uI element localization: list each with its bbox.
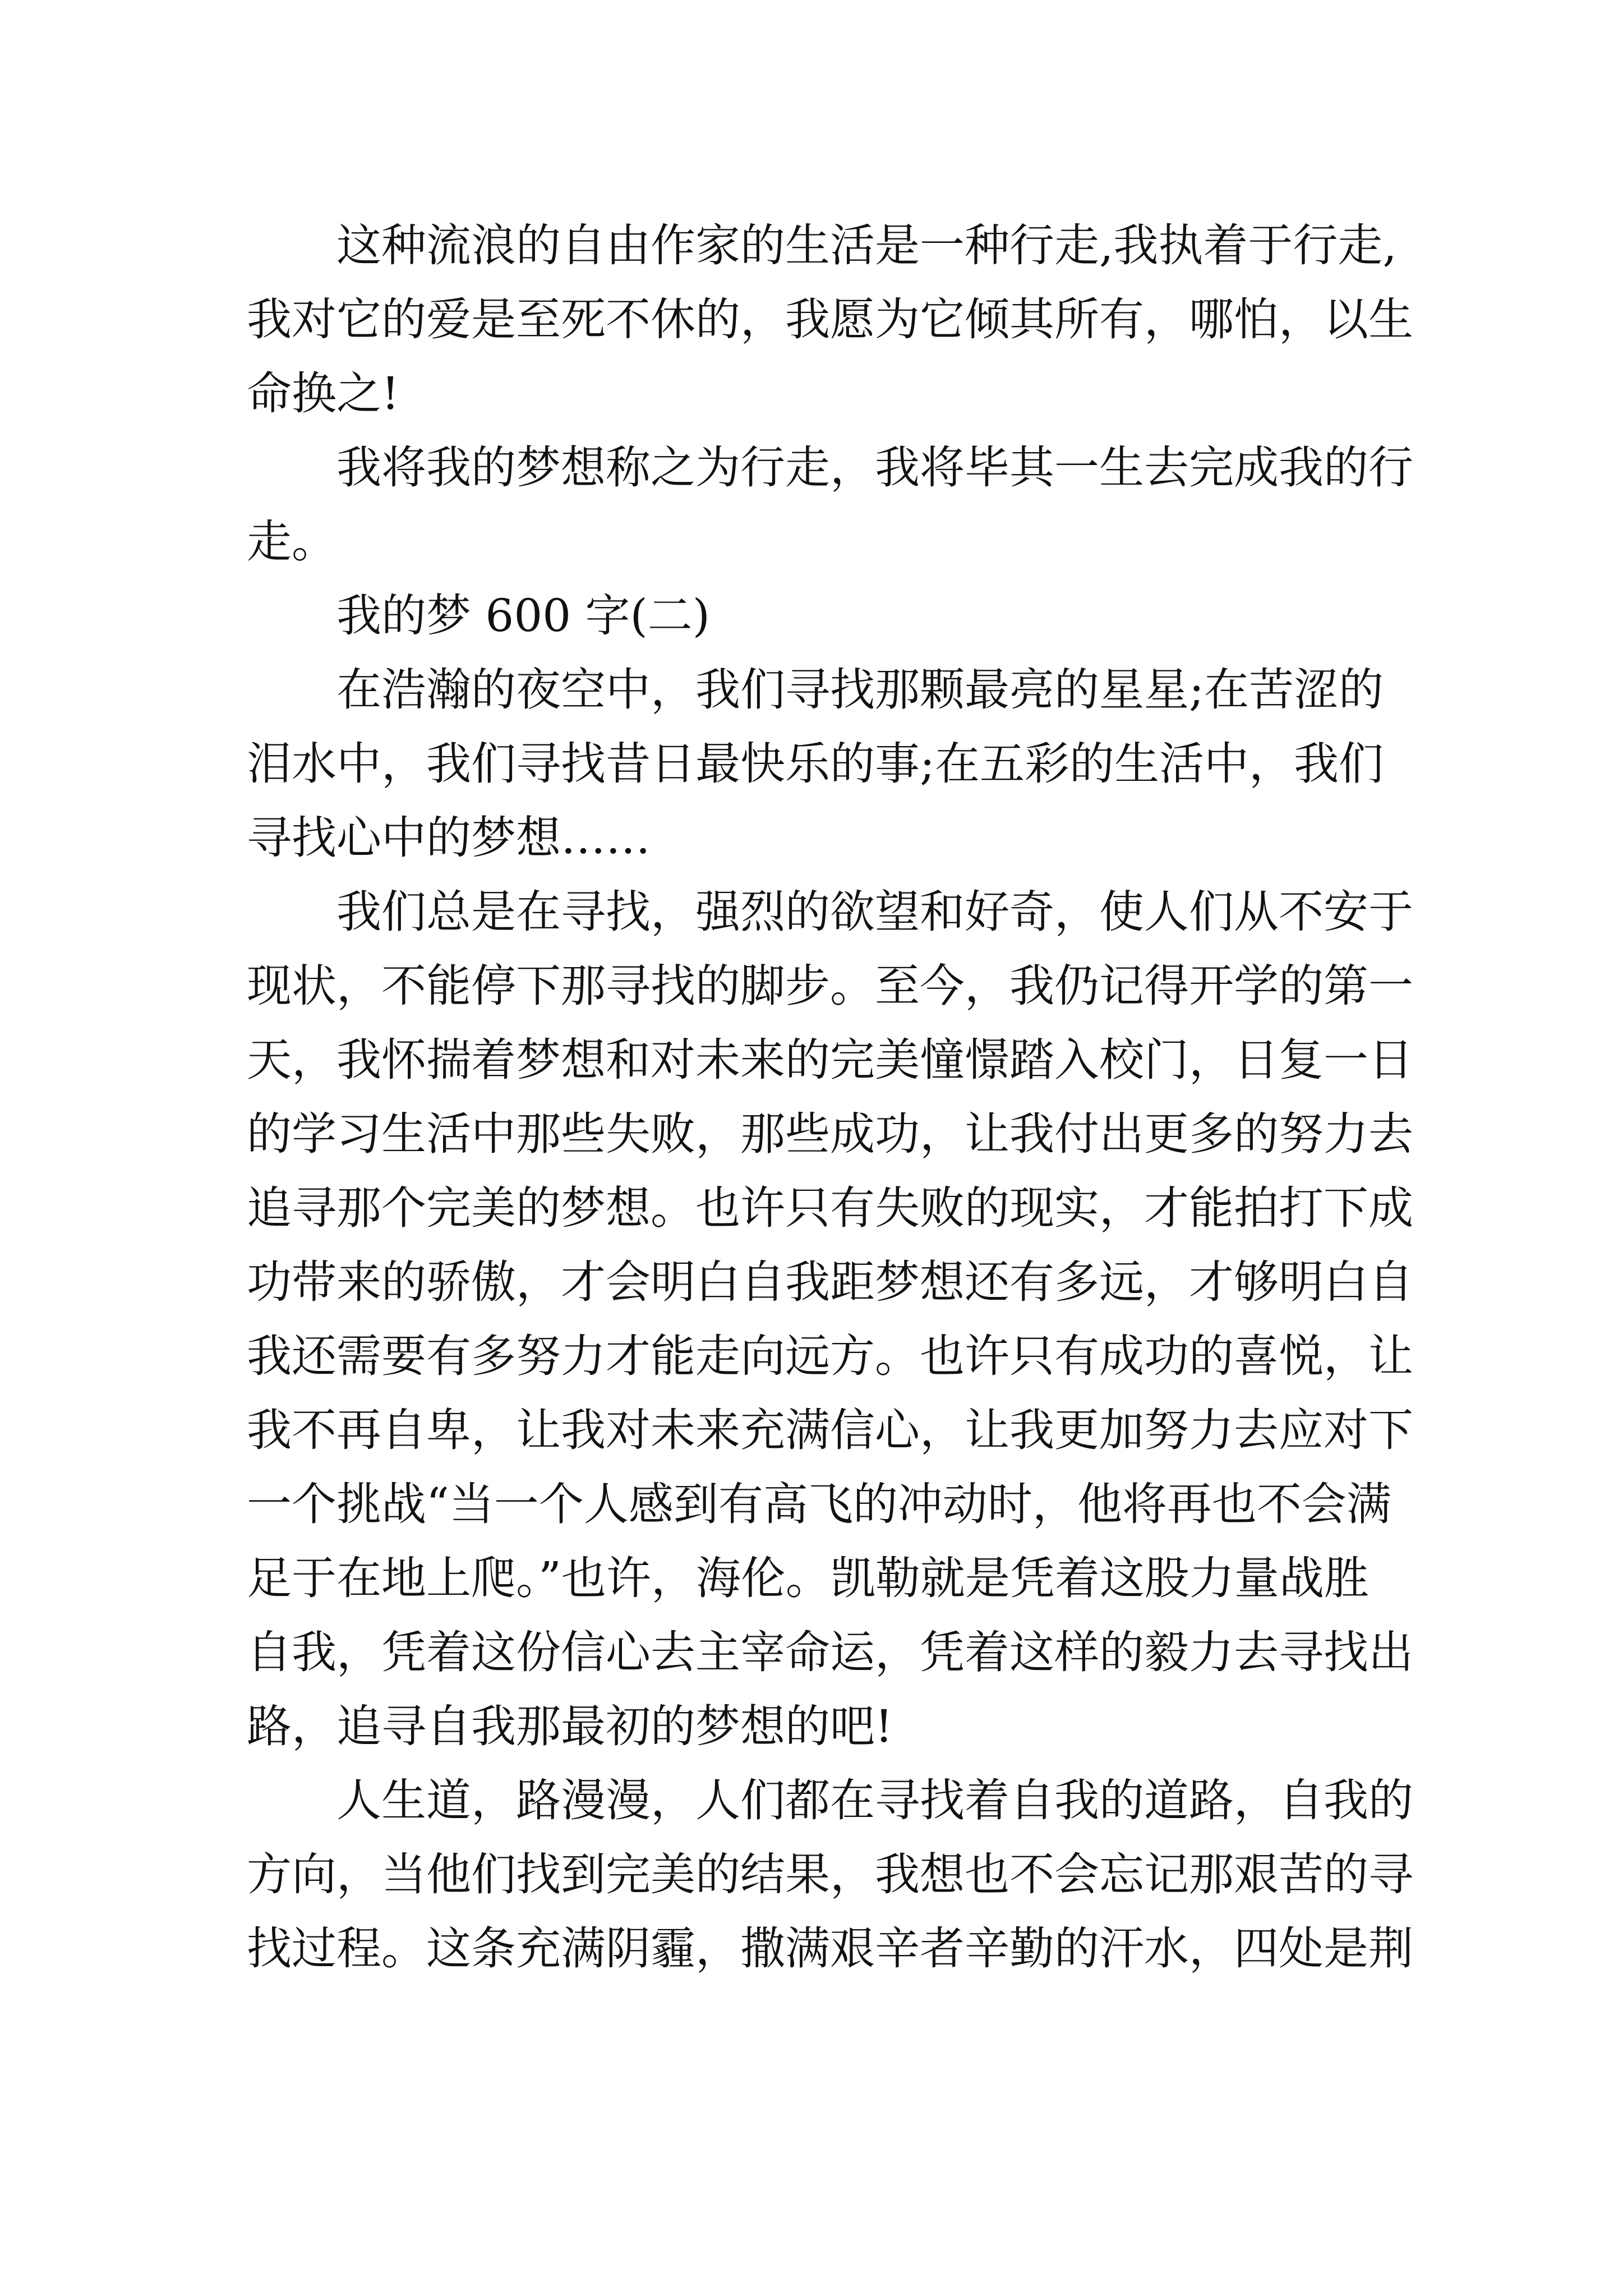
paragraph-4 xyxy=(247,875,1413,1764)
paragraph-2 xyxy=(247,431,1413,579)
text-line: 我将我的梦想称之为行走，我将毕其一生去完成我的行 xyxy=(336,441,1413,494)
text-line: 找过程。这条充满阴霾，撒满艰辛者辛勤的汗水，四处是荆 xyxy=(247,1922,1413,1975)
text-line: 这种流浪的自由作家的生活是一种行走,我执着于行走, xyxy=(336,219,1397,272)
text-line: 自我，凭着这份信心去主宰命运，凭着这样的毅力去寻找出 xyxy=(247,1626,1413,1678)
text-line: 寻找心中的梦想…… xyxy=(247,812,651,864)
paragraph-1 xyxy=(247,209,1413,431)
text-line: 追寻那个完美的梦想。也许只有失败的现实，才能拍打下成 xyxy=(247,1182,1413,1234)
text-line: 现状，不能停下那寻找的脚步。至今，我仍记得开学的第一 xyxy=(247,960,1413,1012)
text-line: 命换之! xyxy=(247,367,400,420)
text-line: 足于在地上爬。”也许，海伦。凯勒就是凭着这股力量战胜 xyxy=(247,1552,1369,1604)
text-line: 人生道，路漫漫，人们都在寻找着自我的道路，自我的 xyxy=(336,1774,1413,1826)
text-line: 走。 xyxy=(247,516,336,568)
text-line: 我的梦 600 字(二) xyxy=(336,590,710,642)
text-line: 天，我怀揣着梦想和对未来的完美憧憬踏入校门，日复一日 xyxy=(247,1034,1413,1086)
text-line: 路，追寻自我那最初的梦想的吧! xyxy=(247,1700,893,1752)
document-body xyxy=(247,209,1413,1986)
paragraph-3 xyxy=(247,653,1384,875)
text-line: 我们总是在寻找，强烈的欲望和好奇，使人们从不安于 xyxy=(336,886,1413,938)
text-line: 的学习生活中那些失败，那些成功，让我付出更多的努力去 xyxy=(247,1108,1413,1160)
paragraph-5 xyxy=(247,1764,1413,1986)
text-line: 我还需要有多努力才能走向远方。也许只有成功的喜悦，让 xyxy=(247,1330,1413,1382)
text-line: 一个挑战“当一个人感到有高飞的冲动时，他将再也不会满 xyxy=(247,1478,1391,1530)
text-line: 我对它的爱是至死不休的，我愿为它倾其所有，哪怕，以生 xyxy=(247,293,1413,346)
text-line: 方向，当他们找到完美的结果，我想也不会忘记那艰苦的寻 xyxy=(247,1848,1413,1901)
text-line: 在浩瀚的夜空中，我们寻找那颗最亮的星星;在苦涩的 xyxy=(336,664,1384,716)
text-line: 功带来的骄傲，才会明白自我距梦想还有多远，才够明白自 xyxy=(247,1256,1413,1308)
text-line: 泪水中，我们寻找昔日最快乐的事;在五彩的生活中，我们 xyxy=(247,738,1384,790)
section-heading xyxy=(247,579,1368,653)
text-line: 我不再自卑，让我对未来充满信心，让我更加努力去应对下 xyxy=(247,1404,1413,1456)
